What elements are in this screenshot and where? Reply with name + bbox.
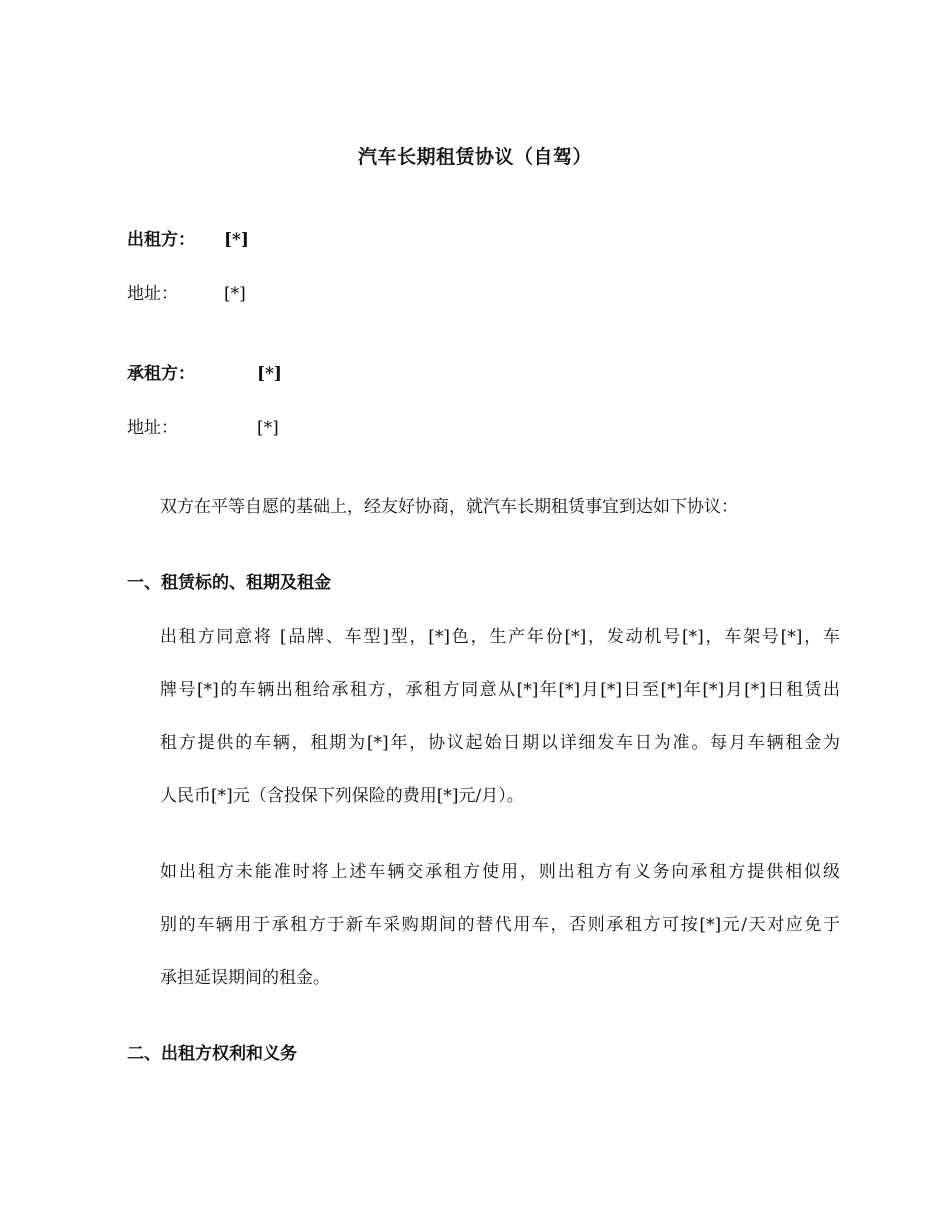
paragraph-line: 牌号[*]的车辆出租给承租方，承租方同意从[*]年[*]月[*]日至[*]年[*]月[*]日租赁出 <box>160 680 840 700</box>
paragraph-line: 别的车辆用于承租方于新车采购期间的替代用车，否则承租方可按[*]元/天对应免于 <box>160 915 840 935</box>
paragraph-line: 出租方同意将 [品牌、车型]型，[*]色，生产年份[*]，发动机号[*]，车架号[*]，车 <box>160 627 840 647</box>
section-heading-2: 二、出租方权利和义务 <box>127 1044 297 1064</box>
paragraph-line: 如出租方未能准时将上述车辆交承租方使用，则出租方有义务向承租方提供相似级 <box>160 862 840 882</box>
lessor-row <box>127 228 249 252</box>
paragraph-line: 承担延误期间的租金。 <box>160 968 330 988</box>
lessee-address-label: 地址： <box>127 418 178 438</box>
lessor-address-row <box>127 282 246 306</box>
lessee-label: 承租方： <box>127 364 195 384</box>
lessor-address-value: [*] <box>224 284 246 304</box>
lessor-value: [*] <box>224 230 249 250</box>
lessee-row <box>127 362 282 386</box>
section-1-paragraph-1 <box>160 625 840 837</box>
paragraph-line: 租方提供的车辆，租期为[*]年，协议起始日期以详细发车日为准。每月车辆租金为 <box>160 733 840 753</box>
lessor-address-label: 地址： <box>127 284 178 304</box>
section-heading-1: 一、租赁标的、租期及租金 <box>127 573 331 593</box>
lessee-value: [*] <box>257 364 282 384</box>
paragraph-line: 人民币[*]元（含投保下列保险的费用[*]元/月）。 <box>160 786 524 806</box>
lessee-address-row <box>127 416 279 440</box>
section-1-paragraph-2 <box>160 860 840 1019</box>
lessee-address-value: [*] <box>257 418 279 438</box>
intro-paragraph: 双方在平等自愿的基础上，经友好协商，就汽车长期租赁事宜到达如下协议： <box>160 497 738 517</box>
lessor-label: 出租方： <box>127 230 195 250</box>
document-title: 汽车长期租赁协议（自驾） <box>357 146 592 168</box>
